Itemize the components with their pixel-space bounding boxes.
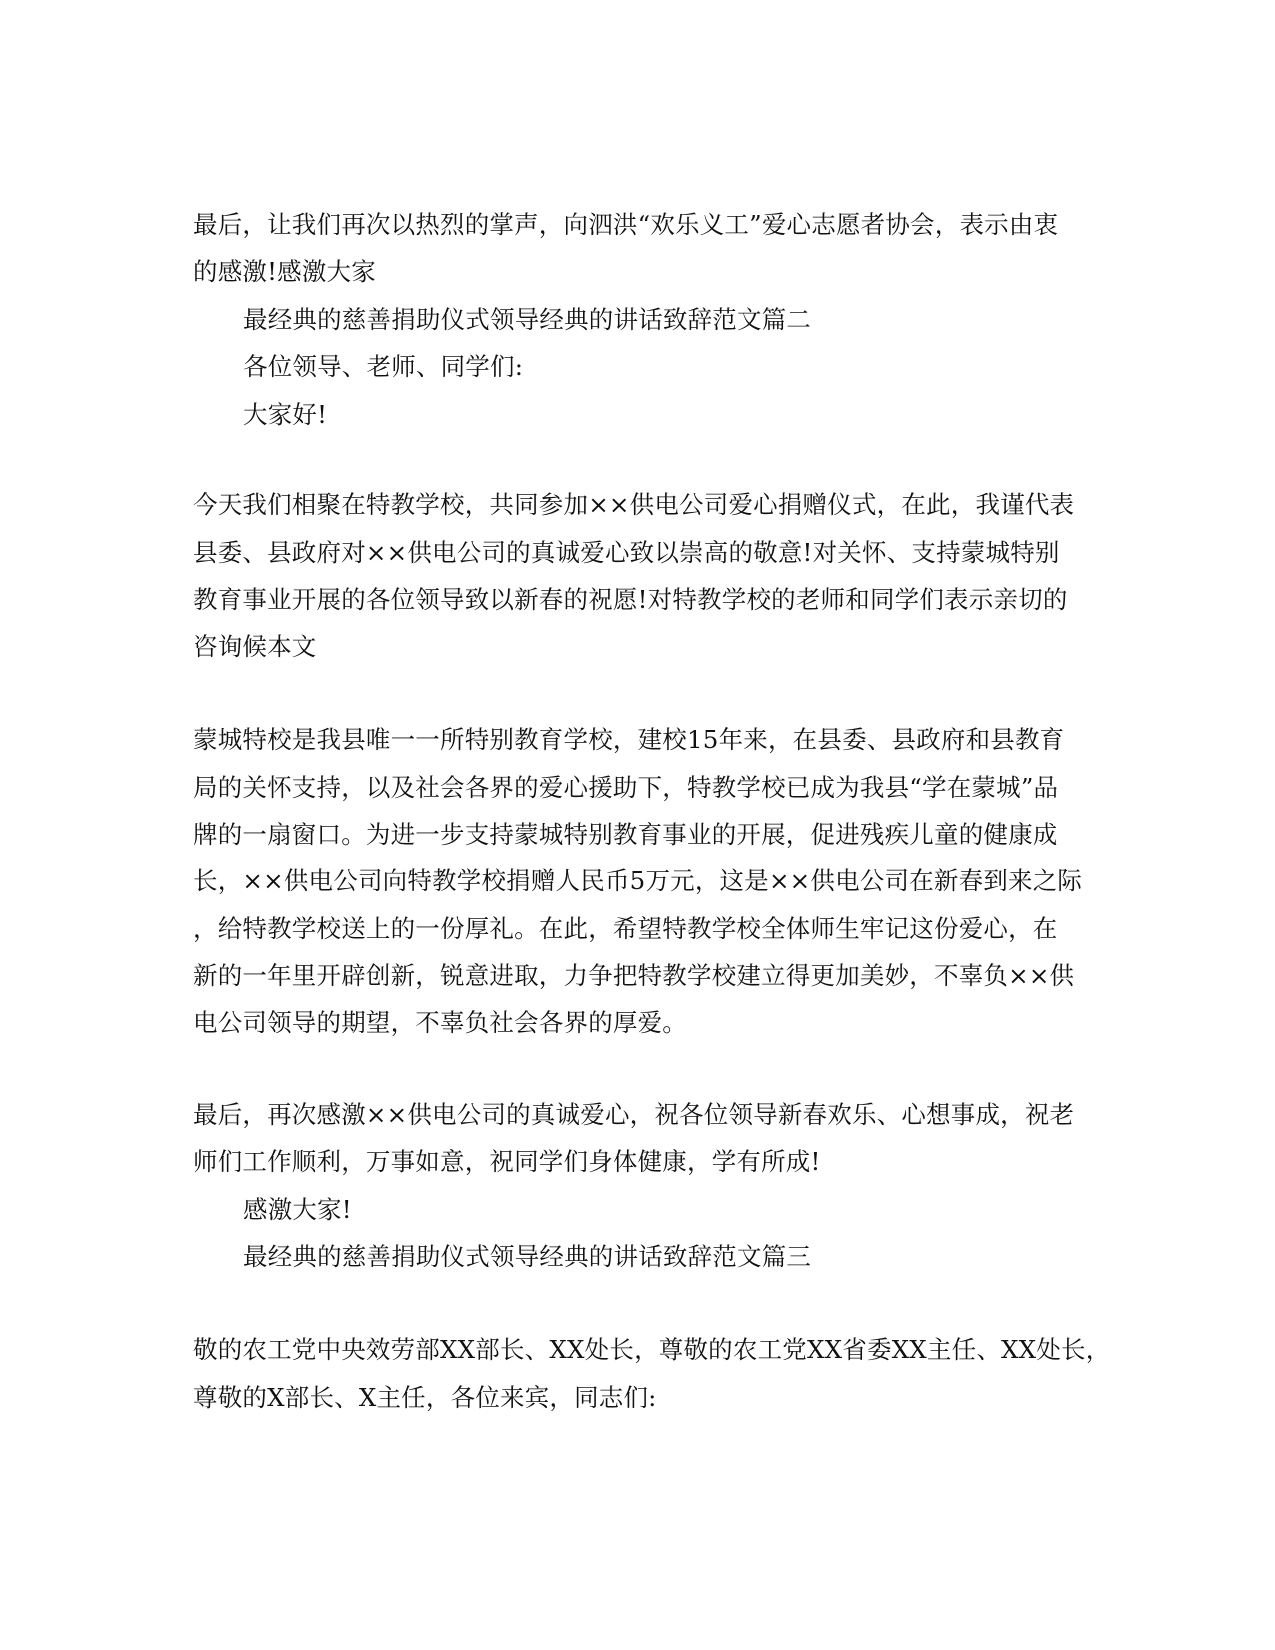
paragraph-line: 县委、县政府对××供电公司的真诚爱心致以崇高的敬意!对关怀、支持蒙城特别 [193, 538, 1060, 567]
paragraph-line: 今天我们相聚在特教学校，共同参加××供电公司爱心捐赠仪式，在此，我谨代表 [193, 490, 1075, 519]
paragraph-line: 教育事业开展的各位领导致以新春的祝愿!对特教学校的老师和同学们表示亲切的 [193, 585, 1068, 614]
paragraph-line: 长，××供电公司向特教学校捐赠人民币5万元，这是××供电公司在新春到来之际 [193, 866, 1083, 895]
closing-thanks: 感激大家! [243, 1195, 352, 1224]
paragraph-line: 局的关怀支持，以及社会各界的爱心援助下，特教学校已成为我县“学在蒙城”品 [193, 773, 1059, 802]
paragraph-line: 蒙城特校是我县唯一一所特别教育学校，建校15年来，在县委、县政府和县教育 [193, 725, 1065, 754]
paragraph-line: 的感激!感激大家 [193, 257, 376, 286]
section-heading: 最经典的慈善捐助仪式领导经典的讲话致辞范文篇三 [243, 1242, 812, 1271]
paragraph-line: 敬的农工党中央效劳部XX部长、XX处长，尊敬的农工党XX省委XX主任、XX处长， [193, 1335, 1111, 1364]
paragraph-line: 咨询候本文 [193, 632, 317, 661]
paragraph-line: 电公司领导的期望，不辜负社会各界的厚爱。 [193, 1008, 687, 1037]
paragraph-line: 最后，再次感激××供电公司的真诚爱心，祝各位领导新春欢乐、心想事成，祝老 [193, 1100, 1075, 1129]
salutation: 各位领导、老师、同学们: [243, 352, 524, 381]
greeting: 大家好! [243, 400, 328, 429]
paragraph-line: ，给特教学校送上的一份厚礼。在此，希望特教学校全体师生牢记这份爱心，在 [193, 914, 1058, 943]
paragraph-line: 尊敬的X部长、X主任，各位来宾，同志们: [193, 1383, 657, 1412]
paragraph-line: 最后，让我们再次以热烈的掌声，向泗洪“欢乐义工”爱心志愿者协会，表示由衷 [193, 210, 1059, 239]
paragraph-line: 新的一年里开辟创新，锐意进取，力争把特教学校建立得更加美妙，不辜负××供 [193, 961, 1075, 990]
paragraph-line: 师们工作顺利，万事如意，祝同学们身体健康，学有所成! [193, 1147, 821, 1176]
paragraph-line: 牌的一扇窗口。为进一步支持蒙城特别教育事业的开展，促进残疾儿童的健康成 [193, 820, 1058, 849]
section-heading: 最经典的慈善捐助仪式领导经典的讲话致辞范文篇二 [243, 305, 812, 334]
